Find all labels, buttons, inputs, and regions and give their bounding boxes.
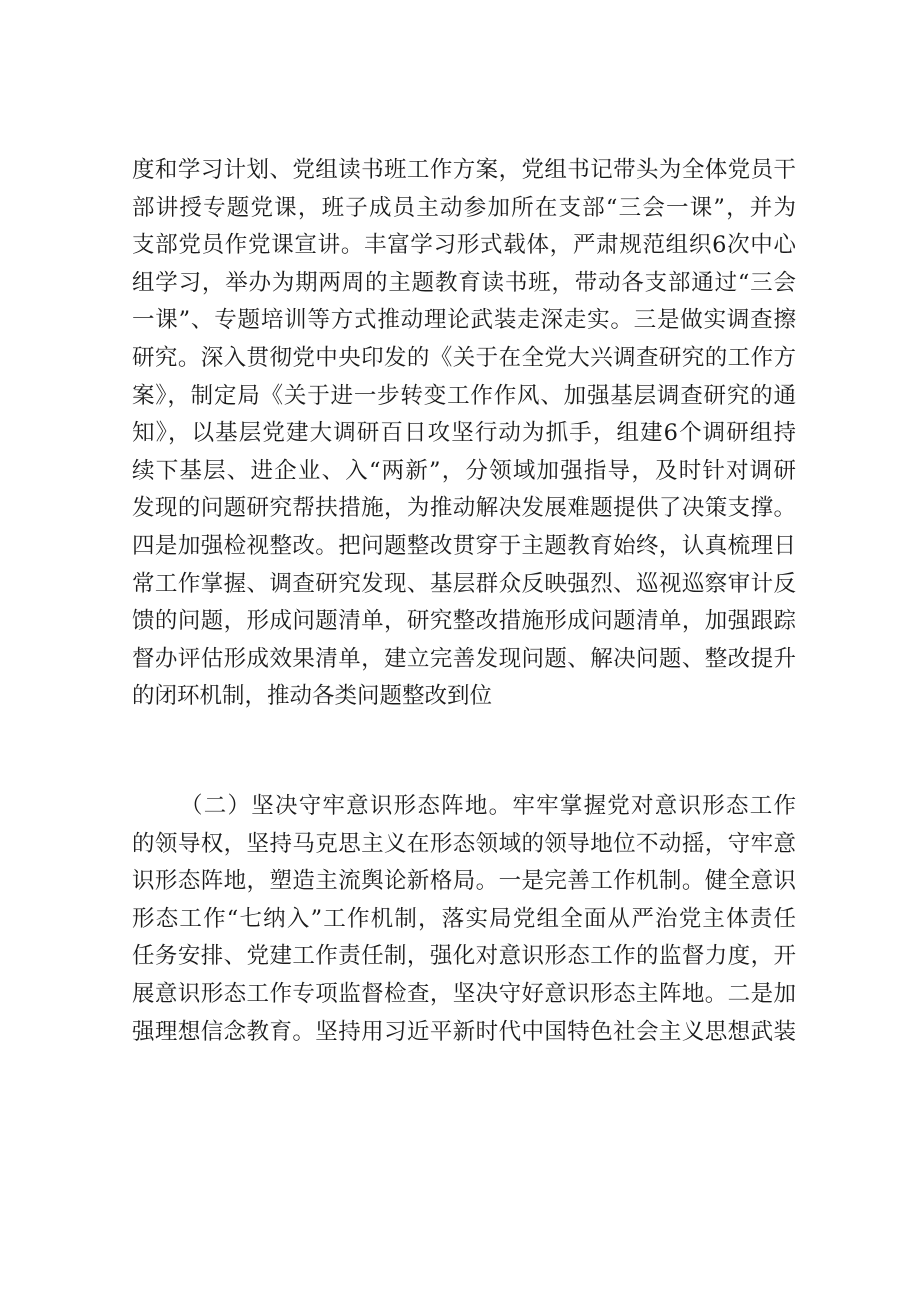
text-line: 四是加强检视整改。把问题整改贯穿于主题教育始终，认真梳理日 [132,532,796,559]
text-line: 一课”、专题培训等方式推动理论武装走深走实。三是做实调查擦 [132,307,796,334]
text-line: （二）坚决守牢意识形态阵地。牢牢掌握党对意识形态工作 [180,793,796,819]
text-line: 续下基层、进企业、入“两新”，分领域加强指导，及时针对调研 [132,457,796,484]
text-line: 组学习，举办为期两周的主题教育读书班，带动各支部通过“三会 [132,269,796,296]
text-line: 发现的问题研究帮扶措施，为推动解决发展难题提供了决策支撑。 [132,495,796,522]
text-line: 知》，以基层党建大调研百日攻坚行动为抓手，组建6个调研组持 [132,420,796,447]
text-line: 常工作掌握、调查研究发现、基层群众反映强烈、巡视巡察审计反 [132,570,796,597]
text-line: 的闭环机制，推动各类问题整改到位 [132,683,493,710]
text-line: 部讲授专题党课，班子成员主动参加所在支部“三会一课”，并为 [132,194,796,221]
text-line: 任务安排、党建工作责任制，强化对意识形态工作的监督力度，开 [132,943,796,970]
text-line: 支部党员作党课宣讲。丰富学习形式载体，严肃规范组织6次中心 [132,232,796,259]
text-line: 馈的问题，形成问题清单，研究整改措施形成问题清单，加强跟踪 [132,608,796,635]
text-line: 研究。深入贯彻党中央印发的《关于在全党大兴调查研究的工作方 [132,344,796,371]
text-line: 识形态阵地，塑造主流舆论新格局。一是完善工作机制。健全意识 [132,868,796,895]
text-line: 展意识形态工作专项监督检查，坚决守好意识形态主阵地。二是加 [132,980,796,1007]
text-line: 的领导权，坚持马克思主义在形态领域的领导地位不动摇，守牢意 [132,830,796,857]
text-line: 督办评估形成效果清单，建立完善发现问题、解决问题、整改提升 [132,645,796,672]
body-paragraph-1 [132,152,796,716]
text-line: 案》，制定局《关于进一步转变工作作风、加强基层调查研究的通 [132,382,796,409]
text-line: 度和学习计划、党组读书班工作方案，党组书记带头为全体党员干 [132,157,796,183]
body-paragraph-2 [132,788,796,1051]
text-line: 形态工作“七纳入”工作机制，落实局党组全面从严治党主体责任 [132,905,796,932]
text-line: 强理想信念教育。坚持用习近平新时代中国特色社会主义思想武装 [132,1018,796,1045]
